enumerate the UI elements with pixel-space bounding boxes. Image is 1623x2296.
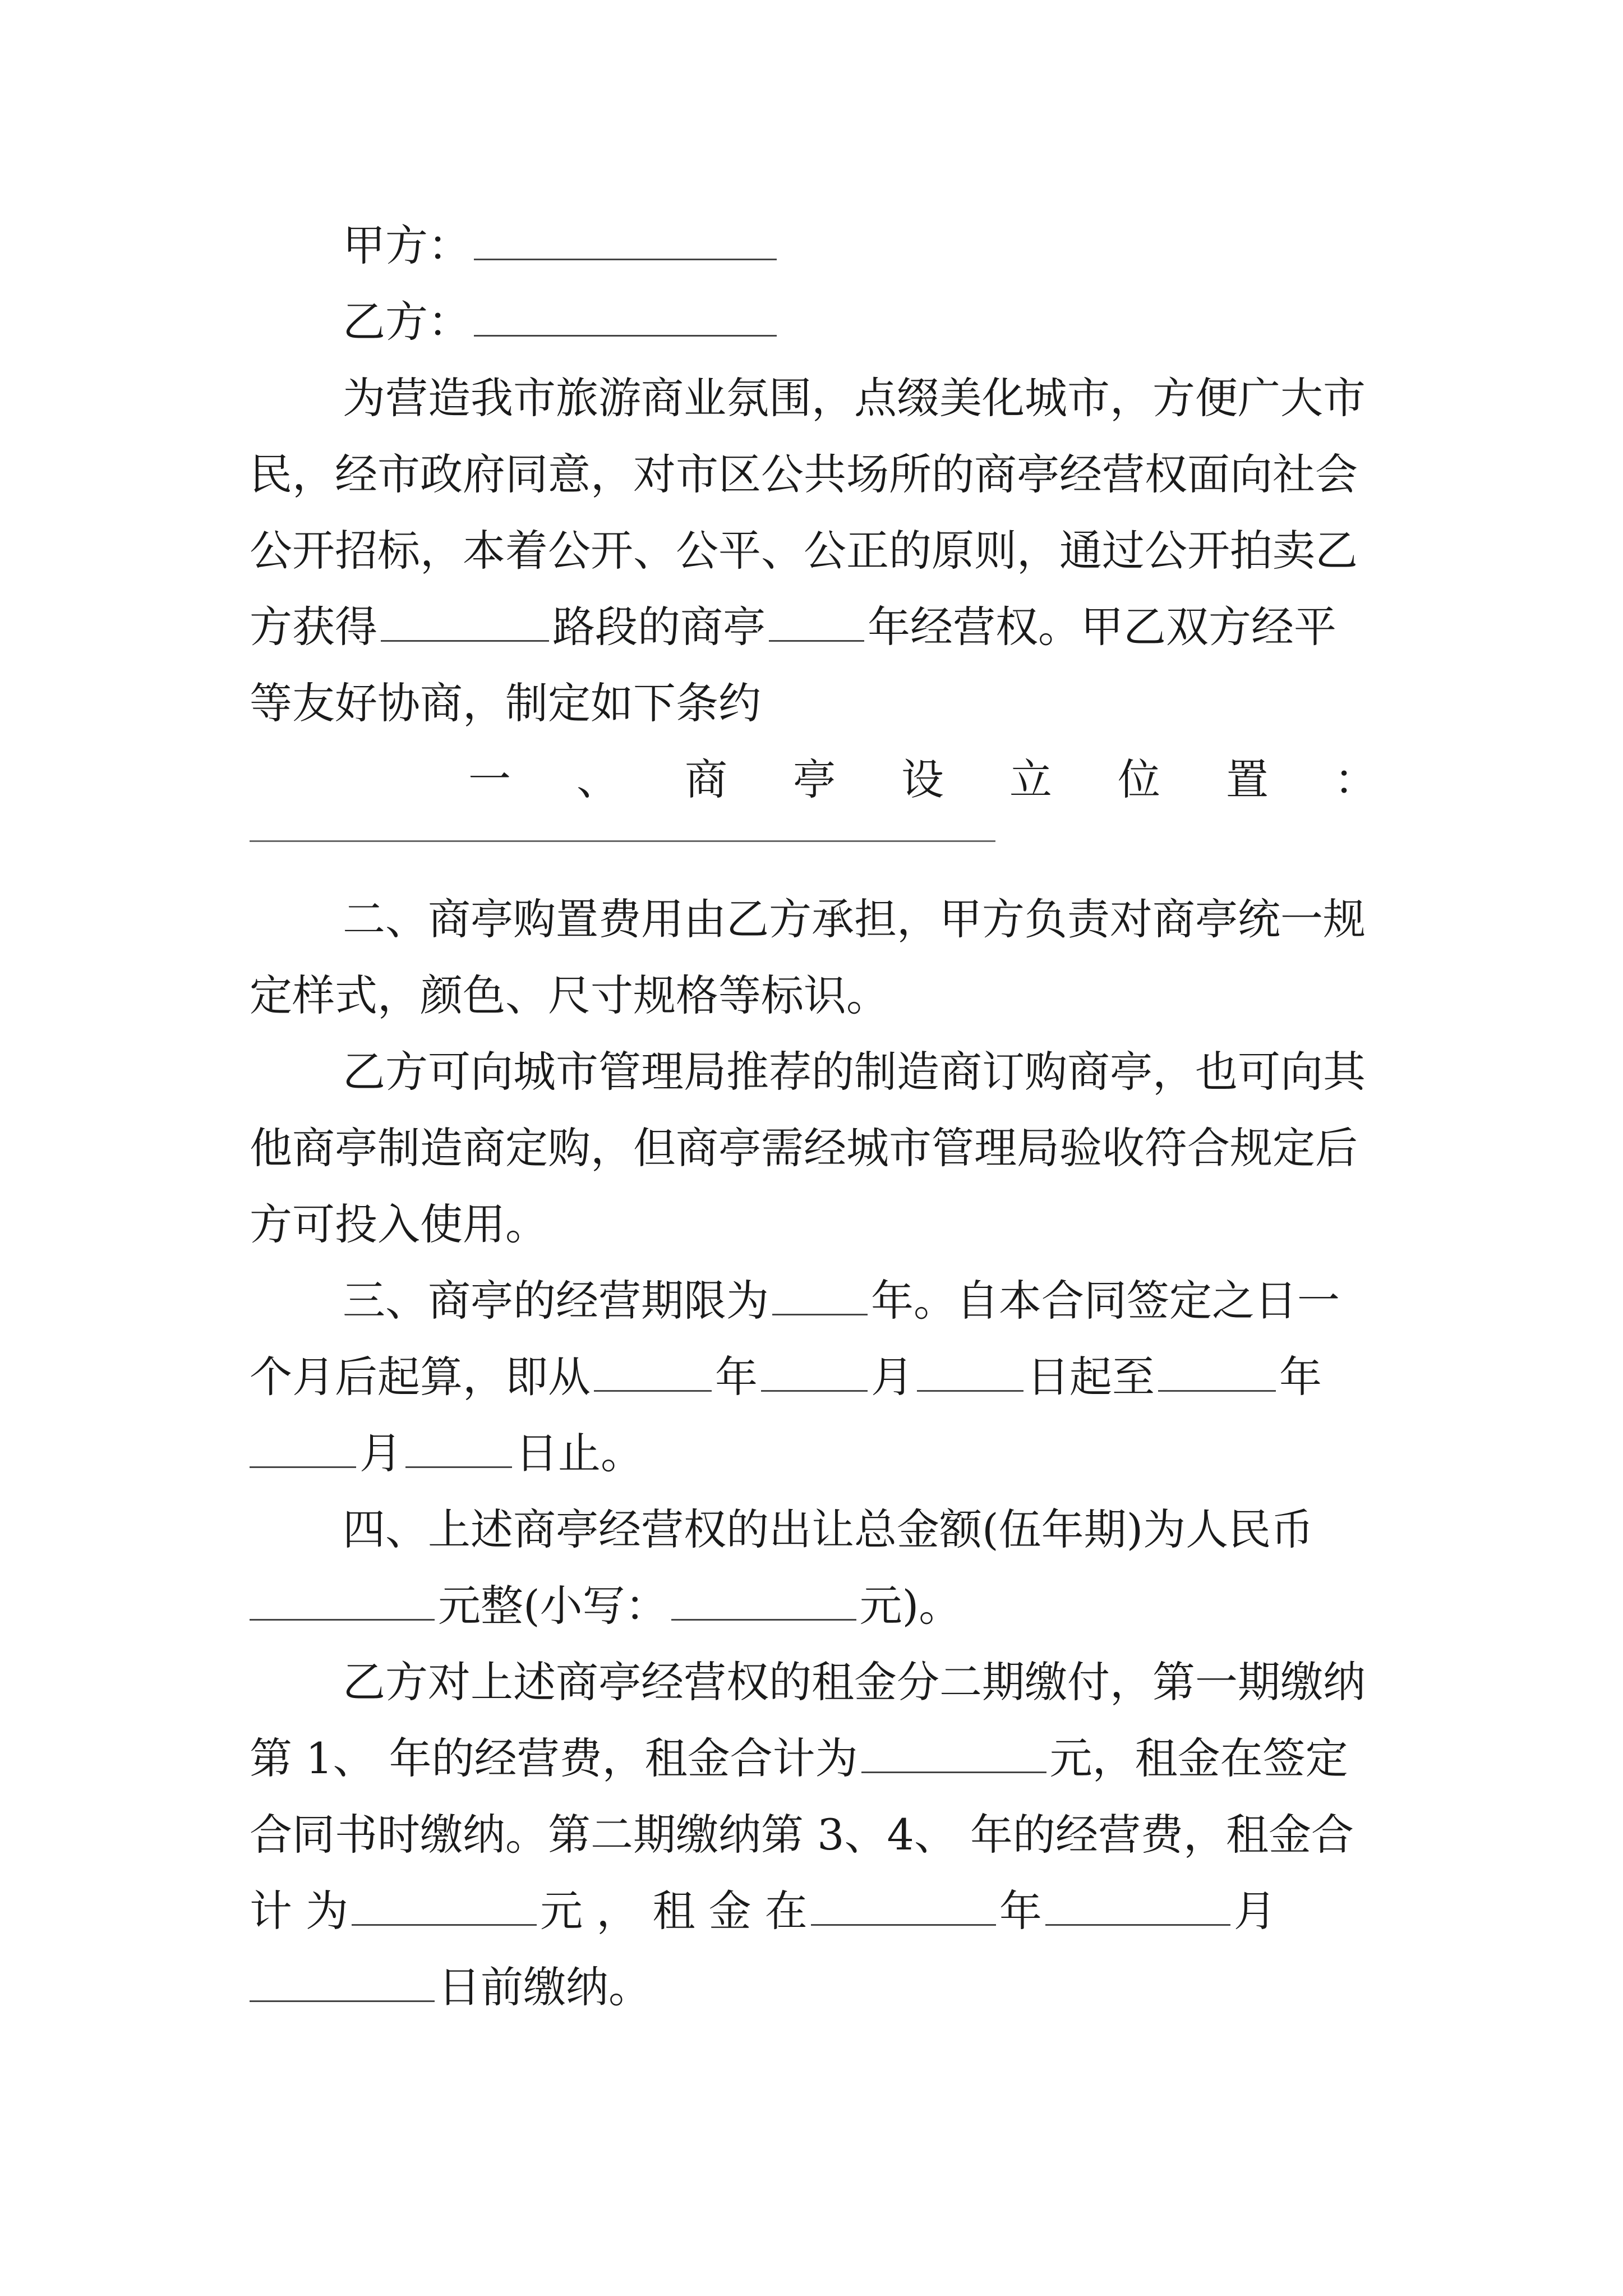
heading-char: 置 [1226,754,1269,804]
section-2-line-2: 定样式，颜色、尺寸规格等标识。 [250,970,889,1020]
total-amount-digits-blank [671,1582,856,1621]
party-a-blank [474,222,777,260]
section-3-line-3 [250,1415,1377,1492]
party-b-label: 乙方： [343,297,471,347]
due-year-blank [811,1887,996,1926]
section-4-text: 计 为 [250,1886,349,1936]
section-2-para2-line-3: 方可投入使用。 [250,1199,548,1249]
intro-text-b: 路段的商亭 [552,602,766,652]
section-4-text: 元 ， 租 金 在 [540,1886,808,1936]
section-2-para2-line-2: 他商亭制造商定购，但商亭需经城市管理局验收符合规定后 [250,1123,1358,1173]
section-3-text: 日起至 [1027,1352,1155,1402]
intro-text-c: 年经营权。甲乙双方经平 [868,602,1336,652]
section-4-text: 日前缴纳。 [438,1962,651,2012]
section-3-text: 日止。 [515,1428,643,1478]
years-blank [769,603,864,642]
section-4-para2-line-1: 乙方对上述商亭经营权的租金分二期缴付，第一期缴纳 [343,1657,1366,1707]
heading-char: 立 [1009,754,1052,804]
section-3-text: 年 [715,1352,758,1402]
section-4-text: 月 [1233,1886,1276,1936]
start-day-blank [917,1353,1023,1392]
first-payment-blank [861,1734,1046,1773]
term-years-blank [772,1277,868,1315]
section-3-text: 个月后起算，即从 [250,1352,591,1402]
start-month-blank [761,1353,868,1392]
intro-line-5: 等友好协商，制定如下条约 [250,678,761,728]
section-3-text: 三、商亭的经营期限为 [343,1276,769,1326]
section-4-para2-line-3: 合同书时缴纳。第二期缴纳第 3、4、 年的经营费，租金合 [250,1810,1354,1860]
section-3-line-2 [250,1339,1377,1415]
end-day-blank [405,1429,512,1468]
section-3-text: 年 [1279,1352,1322,1402]
section-4-line-2 [250,1568,1377,1644]
section-1-heading [250,742,1377,818]
section-4-text: 元，租金在签定 [1049,1733,1348,1783]
due-month-blank [1045,1887,1230,1926]
section-4-para2-line-4 [250,1873,1377,1949]
heading-char: 一 [468,754,511,804]
intro-line-2: 民，经市政府同意，对市区公共场所的商亭经营权面向社会 [250,449,1358,499]
intro-line-1: 为营造我市旅游商业氛围，点缀美化城市，方便广大市 [343,373,1366,423]
intro-line-4 [250,589,1377,665]
party-a-label: 甲方： [343,220,471,270]
heading-char: 位 [1118,754,1160,804]
section-3-text: 月 [359,1428,402,1478]
end-month-blank [250,1429,356,1468]
section-3-text: 年。自本合同签定之日一 [871,1276,1340,1326]
section-3-text: 月 [871,1352,914,1402]
section-4-line-1: 四、上述商亭经营权的出让总金额(伍年期)为人民币 [343,1504,1314,1554]
heading-char: 商 [685,754,727,804]
party-b-blank [474,298,777,337]
end-year-blank [1158,1353,1276,1392]
section-2-para2-line-1: 乙方可向城市管理局推荐的制造商订购商亭，也可向其 [343,1047,1366,1097]
section-4-para2-line-5 [250,1949,1377,2026]
heading-char: 设 [901,754,944,804]
start-year-blank [594,1353,712,1392]
heading-char: ： [1334,754,1377,804]
section-4-para2-line-2 [250,1720,1377,1797]
road-section-blank [381,603,549,642]
party-a-line [250,208,1377,284]
party-b-line [250,284,1377,360]
intro-line-3: 公开招标，本着公开、公平、公正的原则，通过公开拍卖乙 [250,526,1358,576]
contract-document [250,208,1377,2026]
section-3-line-1 [250,1263,1377,1339]
intro-text-a: 方获得 [250,602,377,652]
section-4-text: 第 1、 年的经营费，租金合计为 [250,1733,858,1783]
second-payment-blank [352,1887,537,1926]
section-4-text: 元整(小写： [438,1581,668,1631]
total-amount-blank [250,1582,435,1621]
section-4-text: 年 [999,1886,1042,1936]
due-day-blank [250,1963,435,2002]
section-4-text: 元)。 [859,1581,962,1631]
heading-char: 亭 [793,754,836,804]
section-2-line-1: 二、商亭购置费用由乙方承担，甲方负责对商亭统一规 [343,894,1366,944]
heading-char: 、 [577,754,619,804]
